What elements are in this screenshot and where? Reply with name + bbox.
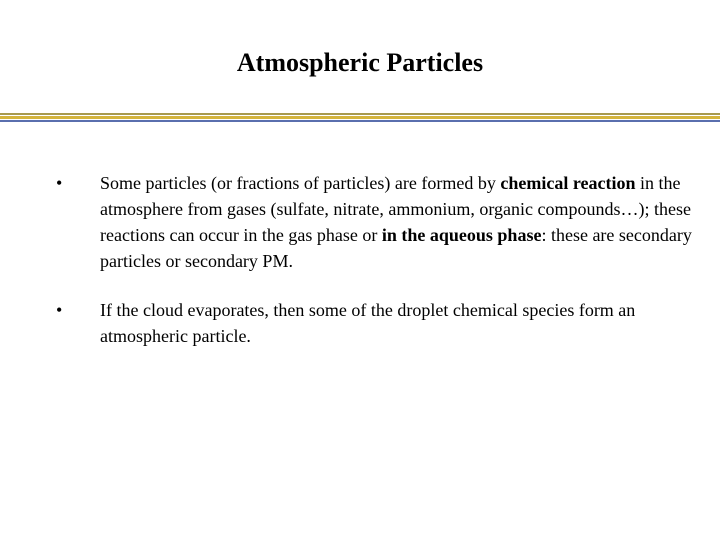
title-divider-top <box>0 113 720 115</box>
bullet-marker: • <box>56 300 63 320</box>
bullet-marker: • <box>56 173 63 193</box>
bullet-text-segment: : these are secondary particles or secondary PM. <box>100 225 692 271</box>
bullet-item-cloud-evaporation <box>56 297 696 349</box>
bullet-text-segment: If the cloud evaporates, then some of the droplet chemical species form an atmospheric particle. <box>100 300 636 346</box>
emphasis-chemical-reaction: chemical reaction <box>500 173 636 193</box>
emphasis-aqueous-phase: in the aqueous phase <box>381 225 542 245</box>
bullet-item-secondary-formation <box>56 170 696 274</box>
bullet-list <box>56 170 696 349</box>
bullet-text-segment: Some particles (or fractions of particles) are formed by <box>100 173 501 193</box>
slide-title: Atmospheric Particles <box>236 48 484 77</box>
title-divider-bottom <box>0 120 720 122</box>
bullet-text-segment: in the atmosphere from gases (sulfate, nitrate, ammonium, organic compounds…); these reactions can occur in the gas phase or <box>100 173 692 245</box>
title-divider-middle <box>0 116 720 119</box>
